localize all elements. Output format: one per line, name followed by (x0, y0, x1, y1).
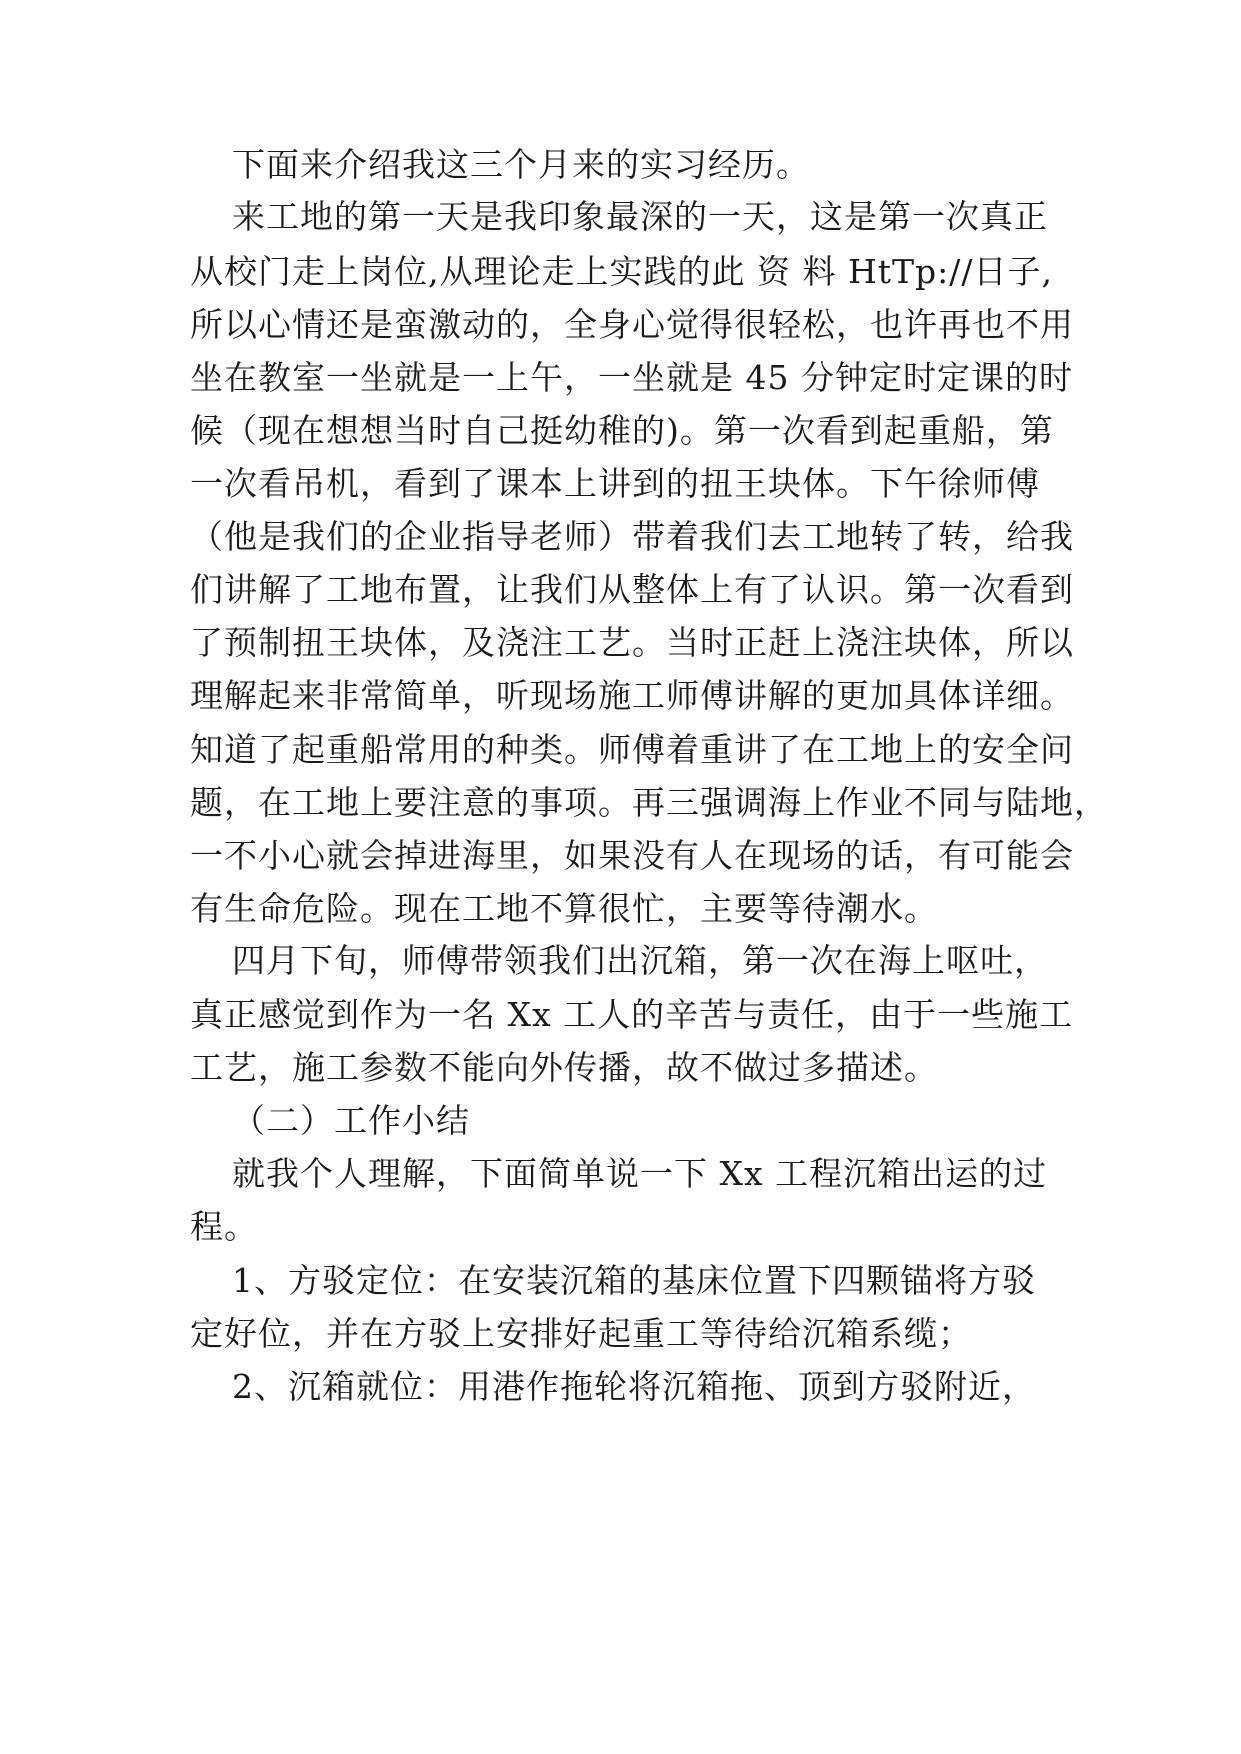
paragraph-line: 就我个人理解，下面简单说一下 Xx 工程沉箱出运的过 (232, 1154, 1048, 1193)
paragraph-line: 程。 (190, 1207, 258, 1246)
paragraph-line: 一不小心就会掉进海里，如果没有人在现场的话，有可能会 (190, 836, 1074, 875)
paragraph-line: 坐在教室一坐就是一上午，一坐就是 45 分钟定时定课的时 (190, 358, 1073, 397)
paragraph-line: 所以心情还是蛮激动的，全身心觉得很轻松，也许再也不用 (190, 305, 1074, 344)
paragraph-line: 下面来介绍我这三个月来的实习经历。 (232, 145, 810, 184)
list-item-line: 1、方驳定位：在安装沉箱的基床位置下四颗锚将方驳 (232, 1261, 1036, 1300)
list-item-line: 2、沉箱就位：用港作拖轮将沉箱拖、顶到方驳附近， (232, 1367, 1036, 1406)
paragraph-line: 题，在工地上要注意的事项。再三强调海上作业不同与陆地， (190, 783, 1108, 822)
paragraph-line: 一次看吊机，看到了课本上讲到的扭王块体。下午徐师傅 (190, 464, 1040, 503)
paragraph-line: 真正感觉到作为一名 Xx 工人的辛苦与责任，由于一些施工 (190, 995, 1074, 1034)
paragraph-line: 了预制扭王块体，及浇注工艺。当时正赶上浇注块体，所以 (190, 623, 1074, 662)
paragraph-line: 们讲解了工地布置，让我们从整体上有了认识。第一次看到 (190, 570, 1074, 609)
paragraph-line: （他是我们的企业指导老师）带着我们去工地转了转，给我 (190, 517, 1074, 556)
paragraph-line: 工艺，施工参数不能向外传播，故不做过多描述。 (190, 1048, 938, 1087)
paragraph-line: 四月下旬，师傅带领我们出沉箱，第一次在海上呕吐， (232, 941, 1048, 980)
paragraph-line: 知道了起重船常用的种类。师傅着重讲了在工地上的安全问 (190, 730, 1074, 769)
list-item-line: 定好位，并在方驳上安排好起重工等待给沉箱系缆； (190, 1314, 972, 1353)
section-heading: （二）工作小结 (232, 1101, 470, 1140)
paragraph-line: 从校门走上岗位,从理论走上实践的此 资 料 HtTp://日子, (190, 252, 1053, 291)
paragraph-line: 来工地的第一天是我印象最深的一天，这是第一次真正 (232, 197, 1048, 236)
paragraph-line: 理解起来非常简单，听现场施工师傅讲解的更加具体详细。 (190, 676, 1074, 715)
paragraph-line: 候（现在想想当时自己挺幼稚的)。第一次看到起重船，第 (190, 411, 1054, 450)
paragraph-line: 有生命危险。现在工地不算很忙，主要等待潮水。 (190, 889, 938, 928)
